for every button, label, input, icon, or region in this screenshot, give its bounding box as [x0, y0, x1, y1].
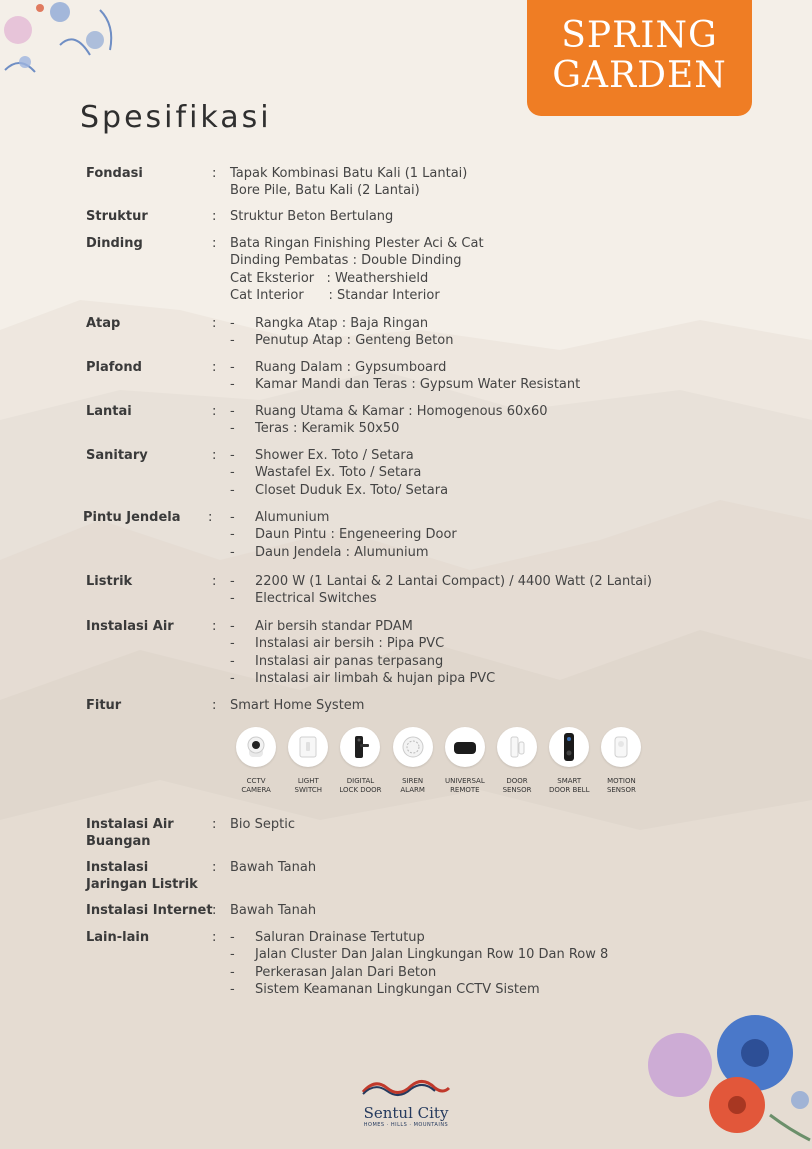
spec-label: Instalasi Air	[86, 619, 174, 634]
cctv-camera-icon	[236, 727, 276, 767]
bullet-dash: -	[230, 510, 235, 525]
feature-label: LIGHT SWITCH	[294, 777, 322, 794]
smart-home-features	[230, 727, 648, 794]
spec-value-text: Bore Pile, Batu Kali (2 Lantai)	[230, 183, 420, 199]
spec-colon: :	[212, 903, 217, 918]
spec-value-text: Bawah Tanah	[230, 903, 317, 918]
bullet-dash: -	[230, 360, 235, 375]
motion-sensor-icon	[601, 727, 641, 767]
spec-colon: :	[212, 360, 217, 375]
spec-value-line	[230, 482, 448, 499]
spec-value-text: Daun Jendela : Alumunium	[255, 544, 429, 560]
feature-item	[282, 727, 334, 794]
spec-value-line	[230, 270, 484, 287]
spec-values	[230, 618, 495, 688]
bullet-dash: -	[230, 636, 235, 652]
spec-colon: :	[212, 448, 217, 463]
spec-colon: :	[212, 817, 217, 832]
bullet-dash: -	[230, 619, 235, 634]
spec-value-line	[230, 697, 364, 714]
spec-value-line	[230, 420, 547, 437]
sentul-city-logo	[356, 1078, 456, 1128]
spec-values	[230, 235, 484, 305]
spec-value-text: Daun Pintu : Engeneering Door	[255, 527, 457, 543]
spec-colon: :	[212, 860, 217, 875]
spec-value-text: Jalan Cluster Dan Jalan Lingkungan Row 10 Dan Row 8	[255, 947, 609, 963]
spec-value-line	[230, 653, 495, 670]
spec-value-line	[230, 182, 467, 199]
feature-label: CCTV CAMERA	[241, 777, 271, 794]
spec-colon: :	[212, 698, 217, 713]
spec-value-text: Air bersih standar PDAM	[255, 619, 413, 634]
spec-values	[230, 573, 652, 608]
spec-value-text: Saluran Drainase Tertutup	[255, 930, 425, 945]
spec-label: Lain-lain	[86, 930, 150, 945]
spec-value-line	[230, 359, 580, 376]
spec-value-line	[230, 544, 457, 561]
spec-value-text: Sistem Keamanan Lingkungan CCTV Sistem	[255, 982, 540, 998]
flower-decoration-top-left	[0, 0, 130, 95]
spec-value-line	[230, 376, 580, 393]
feature-item	[439, 727, 491, 794]
spec-value-line	[230, 859, 316, 876]
spec-value-line	[230, 235, 484, 252]
bullet-dash: -	[230, 964, 235, 980]
spec-values	[230, 902, 316, 919]
bullet-dash: -	[230, 482, 235, 498]
bullet-dash: -	[230, 316, 235, 331]
spec-value-text: Smart Home System	[230, 698, 365, 713]
spec-values	[230, 447, 448, 499]
spec-value-text: Struktur Beton Bertulang	[230, 209, 394, 224]
feature-item	[543, 727, 595, 794]
spec-value-line	[230, 208, 393, 225]
spec-value-line	[230, 287, 484, 304]
siren-alarm-icon	[393, 727, 433, 767]
feature-label: MOTION SENSOR	[606, 777, 636, 794]
bullet-dash: -	[230, 591, 235, 607]
spec-value-line	[230, 635, 495, 652]
flower-decoration-bottom-right	[640, 1005, 812, 1149]
spec-value-line	[230, 929, 608, 946]
spec-value-text: Kamar Mandi dan Teras : Gypsum Water Resistant	[255, 377, 581, 393]
spec-label: Instalasi Air Buangan	[86, 817, 174, 850]
spec-colon: :	[208, 510, 213, 525]
spec-label: Instalasi Jaringan Listrik	[86, 860, 198, 893]
spec-colon: :	[212, 236, 217, 251]
spec-value-line	[230, 902, 316, 919]
spec-value-text: Teras : Keramik 50x50	[255, 421, 400, 437]
spec-value-line	[230, 981, 608, 998]
spec-value-text: Shower Ex. Toto / Setara	[255, 448, 414, 463]
spec-colon: :	[212, 930, 217, 945]
bullet-dash: -	[230, 333, 235, 349]
bullet-dash: -	[230, 574, 235, 589]
spec-label: Sanitary	[86, 448, 148, 463]
feature-item	[491, 727, 543, 794]
spec-value-text: Perkerasan Jalan Dari Beton	[255, 964, 437, 980]
feature-label: UNIVERSAL REMOTE	[444, 777, 485, 794]
spec-values	[230, 929, 608, 999]
spec-colon: :	[212, 404, 217, 419]
spec-value-line	[230, 573, 652, 590]
spec-values	[230, 359, 580, 394]
bullet-dash: -	[230, 671, 235, 687]
spec-value-line	[230, 332, 453, 349]
spec-label: Dinding	[86, 236, 143, 251]
spec-value-line	[230, 590, 652, 607]
bullet-dash: -	[230, 544, 235, 560]
spec-values	[230, 403, 547, 438]
spec-value-line	[230, 946, 608, 963]
spec-value-line	[230, 464, 448, 481]
spec-label: Instalasi Internet	[86, 903, 213, 918]
feature-item	[387, 727, 439, 794]
spec-values	[230, 859, 316, 876]
brand-line-2: GARDEN	[552, 55, 727, 96]
bullet-dash: -	[230, 982, 235, 998]
spec-label: Plafond	[86, 360, 142, 375]
spec-value-line	[230, 670, 495, 687]
spec-value-text: Penutup Atap : Genteng Beton	[255, 333, 454, 349]
smart-doorbell-icon	[549, 727, 589, 767]
logo-tagline: HOMES · HILLS · MOUNTAINS	[363, 1122, 449, 1128]
bullet-dash: -	[230, 404, 235, 419]
spec-value-line	[230, 964, 608, 981]
digital-lock-icon	[340, 727, 380, 767]
spec-label: Pintu Jendela	[83, 510, 181, 525]
feature-item	[230, 727, 282, 794]
spec-value-line	[230, 315, 453, 332]
universal-remote-icon	[445, 727, 485, 767]
feature-item	[334, 727, 386, 794]
bullet-dash: -	[230, 377, 235, 393]
spec-label: Fondasi	[86, 166, 143, 181]
door-sensor-icon	[497, 727, 537, 767]
spec-value-text: Ruang Utama & Kamar : Homogenous 60x60	[255, 404, 548, 419]
spec-value-text: Bio Septic	[230, 817, 295, 832]
spec-value-line	[230, 252, 484, 269]
spring-garden-logo	[527, 0, 752, 116]
spec-value-text: Bata Ringan Finishing Plester Aci & Cat	[230, 236, 484, 251]
feature-label: DIGITAL LOCK DOOR	[339, 777, 382, 794]
light-switch-icon	[288, 727, 328, 767]
feature-label: SMART DOOR BELL	[548, 777, 590, 794]
spec-values	[230, 697, 364, 714]
spec-value-line	[230, 509, 457, 526]
spec-value-text: Electrical Switches	[255, 591, 377, 607]
feature-label: DOOR SENSOR	[502, 777, 532, 794]
spec-value-line	[230, 618, 495, 635]
spec-colon: :	[212, 209, 217, 224]
spec-value-text: Instalasi air limbah & hujan pipa PVC	[255, 671, 496, 687]
spec-value-text: Wastafel Ex. Toto / Setara	[255, 465, 422, 481]
spec-label: Listrik	[86, 574, 133, 589]
spec-value-text: Closet Duduk Ex. Toto/ Setara	[255, 482, 449, 498]
spec-value-line	[230, 165, 467, 182]
feature-label: SIREN ALARM	[400, 777, 425, 794]
bullet-dash: -	[230, 448, 235, 463]
spec-value-line	[230, 526, 457, 543]
spec-values	[230, 509, 457, 561]
bullet-dash: -	[230, 465, 235, 481]
spec-colon: :	[212, 574, 217, 589]
spec-value-text: Bawah Tanah	[230, 860, 317, 875]
spec-value-text: Alumunium	[255, 510, 330, 525]
spec-value-text: Instalasi air panas terpasang	[255, 653, 444, 669]
bullet-dash: -	[230, 527, 235, 543]
spec-values	[230, 816, 295, 833]
bullet-dash: -	[230, 653, 235, 669]
spec-value-text: Tapak Kombinasi Batu Kali (1 Lantai)	[230, 166, 468, 181]
brand-line-1: SPRING	[561, 15, 718, 56]
spec-value-line	[230, 403, 547, 420]
spec-label: Fitur	[86, 698, 122, 713]
spec-value-line	[230, 447, 448, 464]
spec-value-text: Rangka Atap : Baja Ringan	[255, 316, 429, 331]
bullet-dash: -	[230, 930, 235, 945]
spec-label: Struktur	[86, 209, 148, 224]
spec-value-text: Ruang Dalam : Gypsumboard	[255, 360, 447, 375]
spec-colon: :	[212, 619, 217, 634]
page-title: Spesifikasi	[80, 100, 272, 135]
spec-colon: :	[212, 316, 217, 331]
spec-values	[230, 315, 453, 350]
spec-value-text: Dinding Pembatas : Double Dinding	[230, 253, 462, 269]
wave-logo-icon	[361, 1078, 451, 1098]
spec-value-line	[230, 816, 295, 833]
spec-label: Lantai	[86, 404, 132, 419]
spec-value-text: Instalasi air bersih : Pipa PVC	[255, 636, 445, 652]
spec-colon: :	[212, 166, 217, 181]
spec-value-text: 2200 W (1 Lantai & 2 Lantai Compact) / 4400 Watt (2 Lantai)	[255, 574, 652, 589]
bullet-dash: -	[230, 421, 235, 437]
feature-item	[595, 727, 647, 794]
spec-value-text: Cat Interior : Standar Interior	[230, 288, 440, 304]
spec-values	[230, 208, 393, 225]
spec-values	[230, 165, 467, 200]
bullet-dash: -	[230, 947, 235, 963]
spec-value-text: Cat Eksterior : Weathershield	[230, 270, 429, 286]
spec-label: Atap	[86, 316, 121, 331]
logo-text: Sentul City	[363, 1104, 449, 1122]
